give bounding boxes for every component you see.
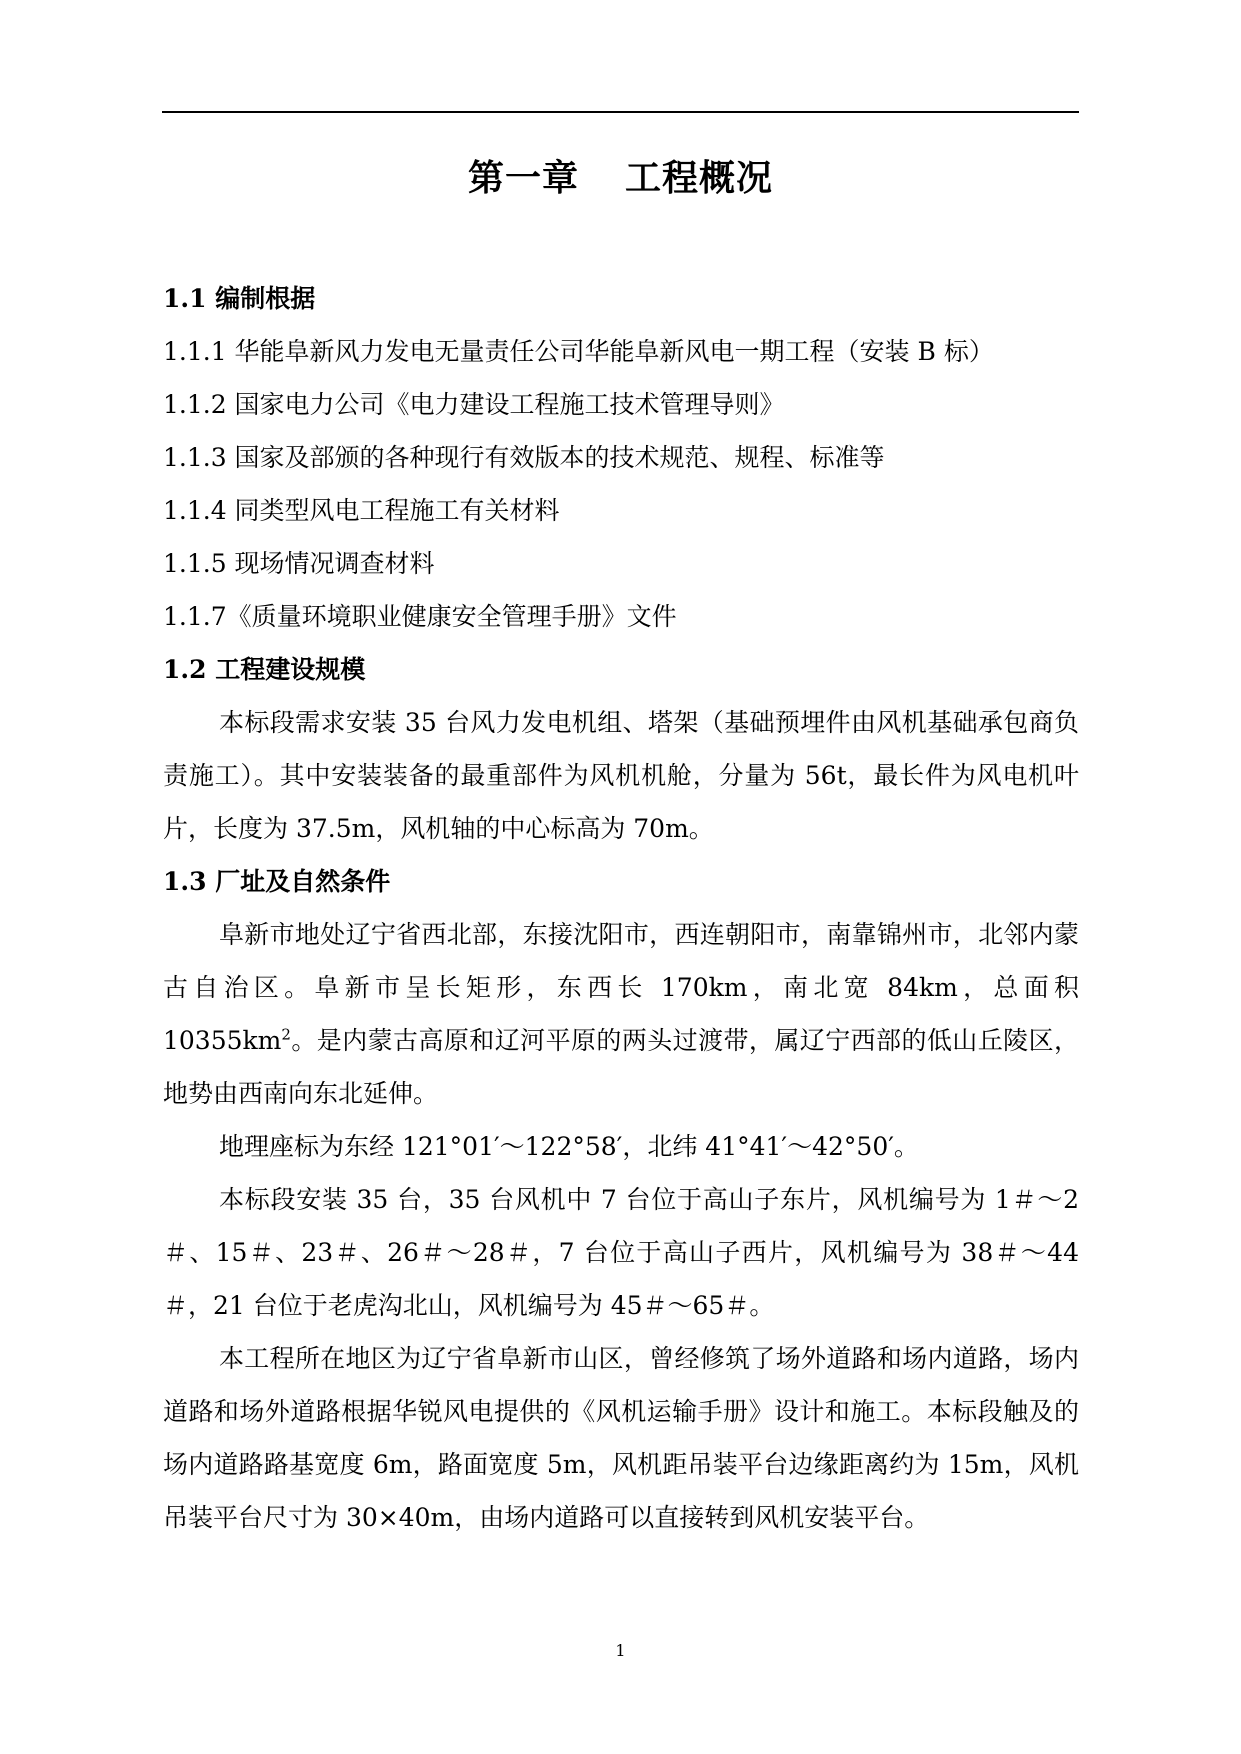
chapter-number: 第一章: [467, 157, 579, 199]
list-item: 1.1.4 同类型风电工程施工有关材料: [163, 496, 560, 525]
section-heading-1-3: 1.3 厂址及自然条件: [163, 867, 391, 896]
list-item: 1.1.5 现场情况调查材料: [163, 549, 435, 578]
paragraph-turbines: 本标段安装 35 台，35 台风机中 7 台位于高山子东片，风机编号为 1＃～2＃、15＃、23＃、26＃～28＃，7 台位于高山子西片，风机编号为 38＃～44＃，21 台位于老虎沟北山，风机编号为 45＃～65＃。: [163, 1185, 1079, 1320]
superscript: 2: [281, 1025, 291, 1044]
section-heading-1-1: 1.1 编制根据: [163, 284, 316, 313]
section-heading-1-2: 1.2 工程建设规模: [163, 655, 366, 684]
list-item: 1.1.2 国家电力公司《电力建设工程施工技术管理导则》: [163, 390, 785, 419]
paragraph-location-text-end: 。是内蒙古高原和辽河平原的两头过渡带，属辽宁西部的低山丘陵区，地势由西南向东北延伸。: [163, 1026, 1079, 1108]
chapter-title: [0, 150, 1241, 201]
paragraph-location-text: 阜新市地处辽宁省西北部，东接沈阳市，西连朝阳市，南靠锦州市，北邻内蒙古自治区。阜新市呈长矩形，东西长 170km，南北宽 84km，总面积 10355km: [163, 920, 1079, 1055]
paragraph-scale: 本标段需求安装 35 台风力发电机组、塔架（基础预埋件由风机基础承包商负责施工）。其中安装装备的最重部件为风机机舱，分量为 56t，最长件为风电机叶片，长度为 37.5m，风机轴的中心标高为 70m。: [163, 708, 1079, 843]
paragraph-location: [163, 908, 1079, 1120]
paragraph-roads: 本工程所在地区为辽宁省阜新市山区，曾经修筑了场外道路和场内道路，场内道路和场外道路根据华锐风电提供的《风机运输手册》设计和施工。本标段触及的场内道路路基宽度 6m，路面宽度 5m，风机距吊装平台边缘距离约为 15m，风机吊装平台尺寸为 30×40m，由场内道路可以直接转到风机安装平台。: [163, 1344, 1079, 1532]
list-item: 1.1.3 国家及部颁的各种现行有效版本的技术规范、规程、标准等: [163, 443, 885, 472]
list-item: 1.1.1 华能阜新风力发电无量责任公司华能阜新风电一期工程（安装 B 标）: [163, 337, 994, 366]
body-content: [163, 272, 1079, 1544]
page-number: 1: [615, 1641, 626, 1660]
list-item: 1.1.7《质量环境职业健康安全管理手册》文件: [163, 602, 677, 631]
header-rule: [162, 111, 1079, 113]
paragraph-coordinates: 地理座标为东经 121°01′～122°58′，北纬 41°41′～42°50′。: [219, 1132, 919, 1161]
chapter-name: 工程概况: [625, 157, 774, 199]
